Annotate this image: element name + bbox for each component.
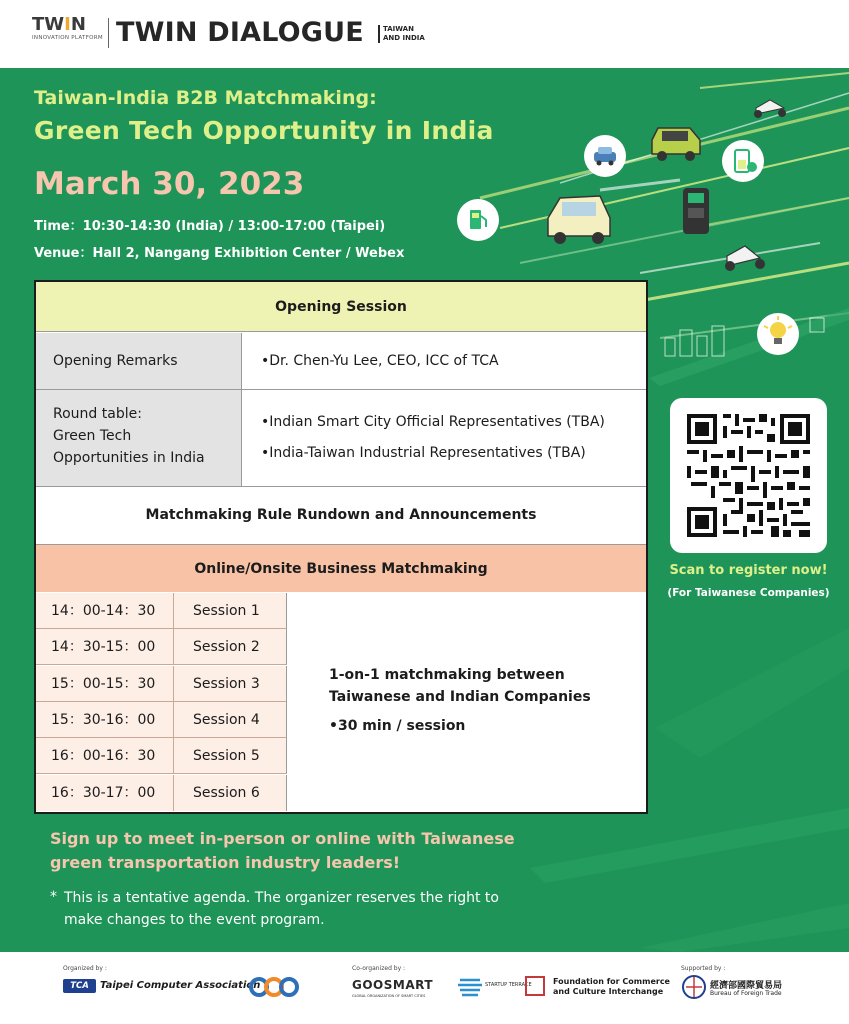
session-name: Session 5 [174,738,287,774]
sponsor-footer [0,952,849,1024]
battery-icon [722,140,764,182]
session-name: Session 2 [174,629,287,665]
poster [0,68,849,952]
signup-line1: Sign up to meet in-person or online with Taiwanese [50,829,515,848]
electric-car-icon [584,135,626,177]
roundtable-label [36,390,242,486]
session-time: 15：00-15：30 [36,666,174,702]
logo-text-o: I [64,14,71,35]
logo-text-right: N [70,14,86,35]
disclaimer [64,887,554,931]
roundtable-label-line2: Green Tech [53,428,132,444]
qr-code-icon[interactable] [670,398,827,553]
session-name: Session 3 [174,666,287,702]
tca-logo: TCA [63,979,96,993]
opening-remarks-label: Opening Remarks [36,333,242,389]
session-name: Session 4 [174,702,287,738]
micro-car-illustration [652,128,700,161]
logo-tagline: INNOVATION PLATFORM [32,35,103,41]
session-time: 16：00-16：30 [36,738,174,774]
header-divider [108,18,109,48]
opening-session-header: Opening Session [36,282,646,332]
startup-terrace-logo [458,974,532,1000]
tca-name: Taipei Computer Association [100,980,261,991]
event-time: Time：10:30-14:30 (India) / 13:00-17:00 (Taipei) [34,219,386,234]
ev-charger-icon [683,188,709,234]
fcci-name-line2: and Culture Interchange [553,987,664,996]
roundtable-value-line2: •India-Taiwan Industrial Representatives (TBA) [261,445,586,461]
disclaimer-line2: make changes to the event program. [64,912,325,928]
rundown-row: Matchmaking Rule Rundown and Announcements [36,487,646,543]
agenda-table [34,280,648,814]
supported-by-label: Supported by : [681,965,726,972]
bft-english-name: Bureau of Foreign Trade [710,990,782,997]
matchmaking-description [329,664,629,708]
matchmaking-description-line1: 1-on-1 matchmaking between [329,667,565,683]
fcci-name-line1: Foundation for Commerce [553,977,670,986]
register-cta: Scan to register now! [669,563,828,578]
event-venue: Venue：Hall 2, Nangang Exhibition Center / Webex [34,246,405,261]
fcci-name [553,977,670,997]
goosmart-logo: GOOSMART [352,978,434,992]
registration-qr-card[interactable] [670,398,827,553]
session-time: 15：30-16：00 [36,702,174,738]
fcci-logo-icon [525,976,545,996]
startup-terrace-name: STARTUP TERRACE [485,982,532,988]
roundtable-value [243,390,646,486]
matchmaking-header: Online/Onsite Business Matchmaking [36,544,646,592]
signup-message [50,827,515,875]
roundtable-label-line1: Round table: [53,406,142,422]
scooter-illustration [725,246,765,271]
motorbike-illustration [754,100,786,118]
bft-name: 經濟部國際貿易局 [710,981,783,991]
goosmart-tagline: GLOBAL ORGANIZATION OF SMART CITIES [352,994,426,998]
session-name: Session 1 [174,593,287,629]
header-subtitle-line1: TAIWAN [383,25,414,33]
bft-logo-icon [681,974,707,1000]
session-duration-note: •30 min / session [329,718,466,734]
matchmaking-description-line2: Taiwanese and Indian Companies [329,689,591,705]
roundtable-label-line3: Opportunities in India [53,450,205,466]
session-name: Session 6 [174,775,287,811]
session-time: 16：30-17：00 [36,775,174,811]
logo-text-left: TW [32,14,65,35]
header-subtitle-line2: AND INDIA [383,34,425,42]
event-title-line2: Green Tech Opportunity in India [34,116,494,145]
register-audience: (For Taiwanese Companies) [667,587,830,599]
lightbulb-icon [757,313,799,355]
session-time: 14：00-14：30 [36,593,174,629]
icc-logo-icon [250,974,300,1000]
disclaimer-line1: This is a tentative agenda. The organizer reserves the right to [64,890,499,906]
organized-by-label: Organized by : [63,965,107,972]
twin-logo [32,14,103,41]
co-organized-by-label: Co-organized by : [352,965,406,972]
car-illustration [548,196,610,244]
session-time: 14：30-15：00 [36,629,174,665]
disclaimer-star-icon: * [50,889,57,905]
signup-line2: green transportation industry leaders! [50,853,401,872]
page-header [0,0,849,68]
charging-station-icon [457,199,499,241]
opening-remarks-value: •Dr. Chen-Yu Lee, CEO, ICC of TCA [261,353,499,369]
header-title: TWIN DIALOGUE [116,17,364,48]
roundtable-value-line1: •Indian Smart City Official Representatives (TBA) [261,414,605,430]
header-subtitle [378,25,425,43]
event-date: March 30, 2023 [34,166,305,202]
event-title-line1: Taiwan-India B2B Matchmaking: [34,87,377,109]
